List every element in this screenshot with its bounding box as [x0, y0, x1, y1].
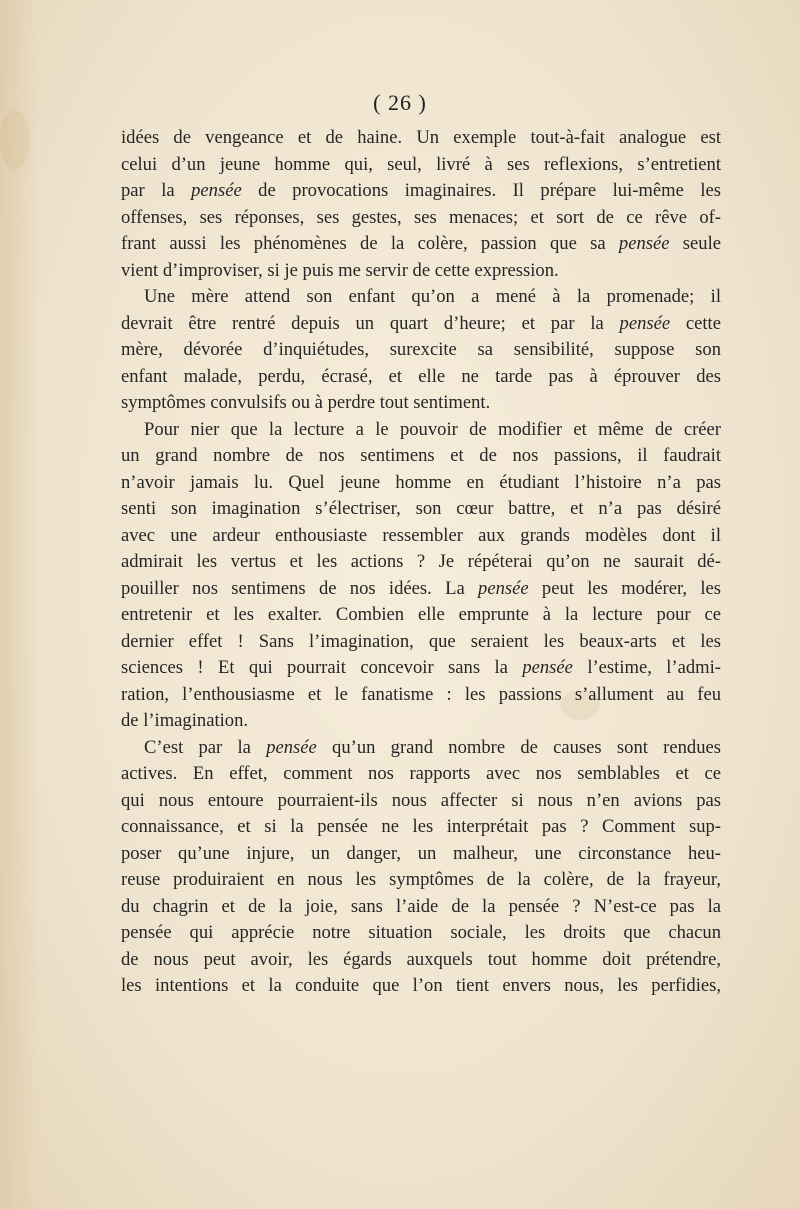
text-segment: symptômes convulsifs ou à perdre tout sentiment. — [121, 392, 491, 413]
text-segment: C’est par la — [144, 736, 267, 758]
text-line — [121, 682, 721, 709]
text-line — [121, 814, 721, 841]
text-segment: cette — [670, 312, 721, 334]
text-line — [121, 576, 721, 603]
text-segment: actives. En effet, comment nos rapports avec nos semblables et ce — [121, 763, 721, 784]
text-segment: vient d’improviser, si je puis me servir de cette expression. — [121, 259, 559, 281]
text-line — [121, 973, 721, 1000]
text-segment: sciences ! Et qui pourrait concevoir sans la — [121, 657, 523, 678]
text-segment: Pour nier que la lecture a le pouvoir de modifier et même de créer — [144, 418, 721, 440]
text-segment: pensée qui apprécie notre situation sociale, les droits que chacun — [121, 922, 721, 943]
text-line — [121, 364, 721, 391]
italic-word: pensée — [266, 736, 317, 758]
text-line — [121, 920, 721, 947]
text-line — [121, 231, 721, 258]
italic-word: pensée — [478, 577, 529, 599]
text-line — [121, 602, 721, 629]
text-segment: qu’un grand nombre de causes sont rendues — [316, 736, 721, 758]
text-line — [121, 258, 721, 285]
text-line — [121, 205, 721, 232]
italic-word: pensée — [619, 312, 671, 334]
text-line — [121, 125, 721, 152]
text-segment: de l’imagination. — [121, 710, 249, 731]
text-line — [121, 496, 721, 523]
text-segment: de provocations imaginaires. Il prépare lui-même les — [241, 180, 721, 201]
text-line — [121, 284, 721, 311]
italic-word: pensée — [191, 180, 242, 201]
text-segment: n’avoir jamais lu. Quel jeune homme en étudiant l’histoire n’a pas — [121, 471, 721, 493]
text-line — [121, 629, 721, 656]
text-line — [121, 788, 721, 815]
text-line — [121, 947, 721, 974]
text-segment: peut les modérer, les — [528, 577, 721, 599]
italic-word: pensée — [522, 657, 573, 678]
text-segment: par la — [121, 180, 192, 201]
text-segment: entretenir et les exalter. Combien elle emprunte à la lecture pour ce — [121, 604, 721, 625]
text-segment: poser qu’une injure, un danger, un malheur, une circonstance heu- — [121, 842, 721, 864]
text-line — [121, 443, 721, 470]
text-segment: de nous peut avoir, les égards auxquels tout homme doit prétendre, — [121, 948, 721, 970]
text-segment: Une mère attend son enfant qu’on a mené à la promenade; il — [144, 286, 721, 307]
text-line — [121, 894, 721, 921]
body-text — [121, 125, 721, 1000]
text-line — [121, 311, 721, 338]
text-segment: du chagrin et de la joie, sans l’aide de la pensée ? N’est-ce pas la — [121, 895, 721, 917]
text-line — [121, 867, 721, 894]
text-line — [121, 152, 721, 179]
text-segment: connaissance, et si la pensée ne les interprétait pas ? Comment sup- — [121, 816, 721, 837]
text-segment: celui d’un jeune homme qui, seul, livré à ses reflexions, s’entretient — [121, 153, 721, 175]
text-segment: enfant malade, perdu, écrasé, et elle ne tarde pas à éprouver des — [121, 365, 721, 387]
text-segment: dernier effet ! Sans l’imagination, que seraient les beaux-arts et les — [121, 630, 721, 652]
text-line — [121, 841, 721, 868]
text-segment: qui nous entoure pourraient-ils nous affecter si nous n’en avions pas — [121, 789, 721, 811]
text-line — [121, 761, 721, 788]
text-line — [121, 470, 721, 497]
text-segment: senti son imagination s’électriser, son cœur battre, et n’a pas désiré — [121, 498, 721, 519]
text-segment: devrait être rentré depuis un quart d’heure; et par la — [121, 312, 620, 334]
text-segment: admirait les vertus et les actions ? Je répéterai qu’on ne saurait dé- — [121, 551, 721, 572]
text-segment: mère, dévorée d’inquiétudes, surexcite sa sensibilité, suppose son — [121, 339, 721, 360]
text-segment: reuse produiraient en nous les symptômes de la colère, de la frayeur, — [121, 869, 721, 890]
text-segment: frant aussi les phénomènes de la colère, passion que sa — [121, 233, 619, 254]
text-line — [121, 178, 721, 205]
text-segment: idées de vengeance et de haine. Un exemple tout-à-fait analogue est — [121, 127, 721, 148]
text-line — [121, 708, 721, 735]
text-line — [121, 549, 721, 576]
page-number: ( 26 ) — [373, 90, 427, 115]
text-segment: l’estime, l’admi- — [572, 657, 721, 678]
paper-stain — [0, 110, 30, 170]
text-segment: seule — [669, 233, 721, 254]
text-line — [121, 337, 721, 364]
text-line — [121, 523, 721, 550]
italic-word: pensée — [618, 233, 670, 254]
text-line — [121, 390, 721, 417]
page-edge-shadow — [0, 0, 40, 1209]
text-segment: pouiller nos sentimens de nos idées. La — [121, 577, 479, 599]
text-segment: ration, l’enthousiasme et le fanatisme : les passions s’allument au feu — [121, 683, 721, 705]
text-segment: un grand nombre de nos sentimens et de nos passions, il faudrait — [121, 445, 721, 466]
text-segment: offenses, ses réponses, ses gestes, ses menaces; et sort de ce rêve of- — [121, 206, 721, 228]
text-line — [121, 417, 721, 444]
text-segment: avec une ardeur enthousiaste ressembler aux grands modèles dont il — [121, 524, 721, 546]
text-line — [121, 655, 721, 682]
text-segment: les intentions et la conduite que l’on tient envers nous, les perfidies, — [121, 975, 721, 996]
text-line — [121, 735, 721, 762]
